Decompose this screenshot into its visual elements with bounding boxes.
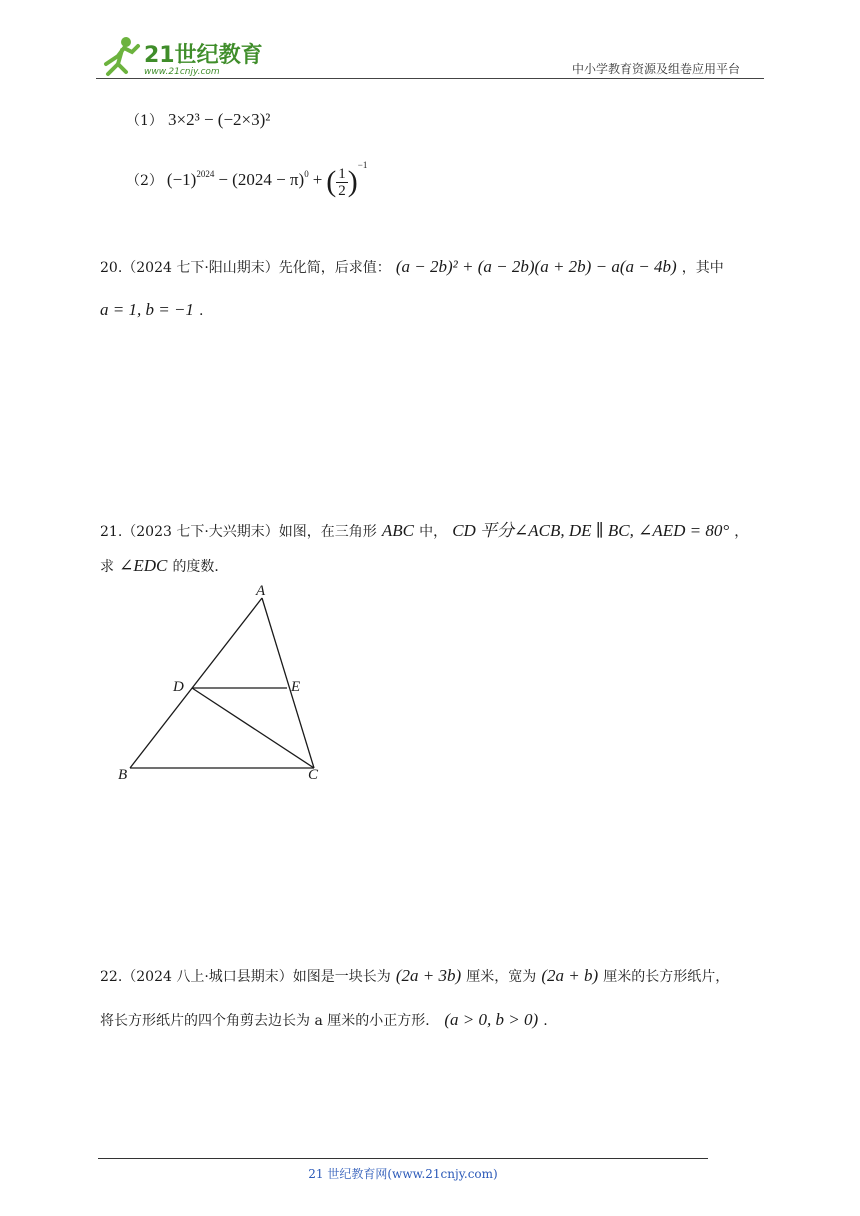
q19-part2-term-b: − (2024 − π): [218, 170, 305, 190]
q20-expression: (a − 2b)² + (a − 2b)(a + 2b) − a(a − 4b): [395, 257, 677, 276]
label-D: D: [173, 679, 184, 695]
q21-line2-a: 求: [100, 559, 114, 575]
q20-line1: [100, 257, 724, 277]
label-A: A: [256, 583, 266, 599]
segment-AC: [262, 598, 314, 768]
footer-divider: [98, 1158, 708, 1159]
q19-part2: （2） $(-1)^{2024}$ − $(2024 - \pi)^0$ + ( $\frac{1}{2}$ )$^{-1}$: [126, 160, 368, 199]
label-E: E: [291, 679, 301, 695]
q19-part2-exp-a: 2024: [196, 169, 215, 180]
q21-lead: 21.（2023 七下·大兴期末）如图，在三角形: [100, 524, 377, 540]
q19-part2-exp-c: −1: [357, 160, 368, 170]
q20-condition: a = 1, b = −1: [100, 300, 194, 319]
q19-part2-plus: +: [312, 169, 323, 189]
q21-mid: 中，: [419, 524, 448, 540]
q19-part2-term-a: (−1): [166, 170, 197, 190]
q20-lead: 20.（2024 七下·阳山期末）先化简，后求值：: [100, 260, 391, 276]
q19-part2-exp-b: 0: [304, 169, 309, 180]
q21-condition: CD 平分∠ACB, DE ∥ BC, ∠AED = 80°: [452, 521, 730, 540]
q22-line2-text: 将长方形纸片的四个角剪去边长为 a 厘米的小正方形．: [100, 1013, 440, 1029]
q21-line1: [100, 516, 748, 541]
header-divider: [96, 78, 764, 79]
logo-text: 21世纪教育: [144, 43, 263, 68]
q22-lead: 22.（2024 八上·城口县期末）如图是一块长为: [100, 969, 391, 985]
q22-line2: [100, 1010, 548, 1030]
q22-width: (2a + b): [541, 966, 599, 985]
segment-AB: [130, 598, 262, 768]
label-C: C: [308, 767, 319, 783]
platform-name: 中小学教育资源及组卷应用平台: [572, 62, 741, 76]
q22-length: (2a + 3b): [395, 966, 462, 985]
q19-part1: [126, 110, 270, 130]
q21-line2: [100, 556, 228, 576]
q20-end: .: [199, 303, 204, 319]
q21-tail: ，: [734, 524, 749, 540]
q22-condition: (a > 0, b > 0): [444, 1010, 539, 1029]
q19-part2-label: （2）: [126, 172, 163, 189]
q19-part1-expr: 3×2³ − (−2×3)²: [168, 110, 271, 129]
q22-line1: [100, 966, 729, 986]
q21-line2-b: 的度数．: [172, 559, 229, 575]
q19-part1-label: （1）: [126, 113, 163, 129]
q22-end: .: [543, 1013, 548, 1029]
segment-DC: [192, 688, 314, 768]
q22-tail: 厘米的长方形纸片，: [603, 969, 730, 985]
q21-triangle-name: ABC: [381, 521, 414, 540]
q22-mid: 厘米，宽为: [466, 969, 537, 985]
triangle-figure: [110, 578, 340, 788]
q20-line2: [100, 300, 203, 320]
q21-angle: ∠EDC: [119, 556, 168, 575]
logo-url: www.21cnjy.com: [144, 67, 220, 77]
q19-fraction: $\frac{1}{2}$: [338, 165, 346, 199]
site-logo: [96, 34, 266, 80]
footer-link[interactable]: 21 世纪教育网(www.21cnjy.com): [308, 1167, 498, 1181]
q20-tail: ，其中: [681, 260, 724, 276]
label-B: B: [118, 767, 128, 783]
runner-icon: [106, 37, 138, 74]
